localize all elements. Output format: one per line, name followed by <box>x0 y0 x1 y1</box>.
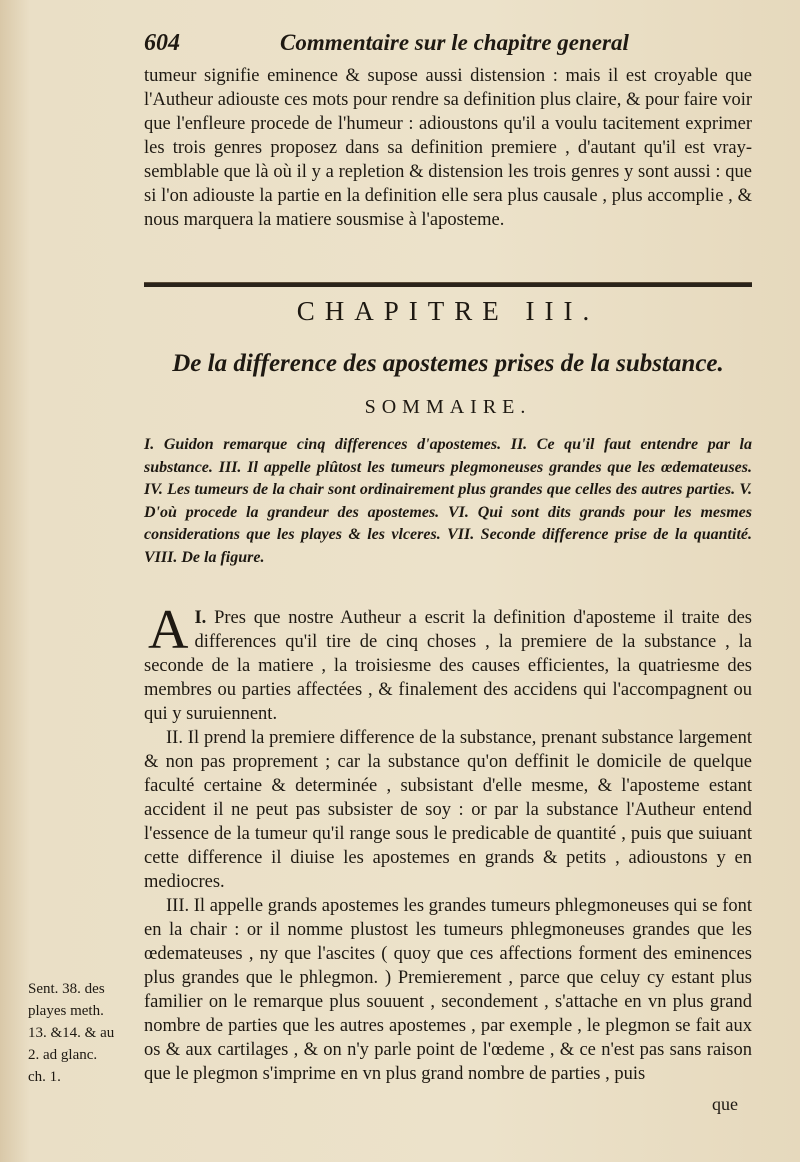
continued-paragraph <box>144 64 752 232</box>
chapter-subtitle: De la difference des apostemes prises de la substance. <box>172 350 724 377</box>
margin-line: Sent. 38. des <box>28 981 105 997</box>
paragraph-2: II. Il prend la premiere difference de la substance, prenant substance largement & non pas proprement ; car la substance qu'on deffinit le domicile de quelque faculté certaine & determinée , subsistant d'elle mesme, & l'aposteme estant accident il ne peut pas subsister de soy : or par la substance l'Autheur entend l'essence de la tumeur qu'il range sous le predicable de quantité , puis que suiuant cette difference il diuise les apostemes en grands & petits , adioustons y en mediocres. <box>144 728 752 892</box>
paragraph-body: Pres que nostre Autheur a escrit la definition d'aposteme il traite des differences qu'il tire de cinq choses , la premiere de la substance , la seconde de la matiere , la troisiesme des causes efficientes, la quatriesme des membres ou parties affectées , & finalement des accidens qui l'accompagnent ou qui y suruiennent. <box>144 608 752 724</box>
running-title: Commentaire sur le chapitre general <box>280 30 629 55</box>
ornamental-rule <box>144 282 752 287</box>
sommaire-label: SOMMAIRE. <box>364 396 532 418</box>
paragraph-1 <box>144 599 752 726</box>
margin-line: 2. ad glanc. <box>28 1047 98 1063</box>
margin-line: playes meth. <box>28 1003 104 1019</box>
margin-note <box>28 978 136 1088</box>
chapter-heading: CHAPITRE III. <box>296 296 600 326</box>
main-text <box>144 599 752 1086</box>
page-number: 604 <box>144 30 180 56</box>
paragraph-3: III. Il appelle grands apostemes les grandes tumeurs phlegmoneuses qui se font en la chair : or il nomme plustost les tumeurs phlegmoneuses grandes que les œdemateuses , ny que l'ascites ( quoy que ces affections forment des eminences plus grandes que le phlegmon. ) Premierement , parce que celuy cy estant plus familier on le remarque plus souuent , secondement , s'attache en vn plus grand nombre de parties que les autres apostemes , par exemple , le plegmon se fait aux os & aux cartilages , & on n'y parle point de l'œdeme , & ce n'est pas sans raison que le plegmon s'imprime en vn plus grand nombre de parties , puis <box>144 896 752 1084</box>
paragraph-number: I. <box>194 608 207 628</box>
margin-line: ch. 1. <box>28 1069 61 1085</box>
chapter-summary <box>144 434 752 570</box>
margin-line: 13. &14. & au <box>28 1025 115 1041</box>
catchword: que <box>712 1094 738 1114</box>
summary-text: I. Guidon remarque cinq differences d'apostemes. II. Ce qu'il faut entendre par la substance. III. Il appelle plûtost les tumeurs plegmoneuses grandes que les œdemateuses. IV. Les tumeurs de la chair sont ordinairement plus grandes que celles des autres parties. V. D'où procede la grandeur des apostemes. VI. Qui sont dits grands pour les mesmes considerations que les playes & les vlceres. VII. Seconde difference prise de la quantité. VIII. De la figure. <box>144 436 752 566</box>
paragraph: tumeur signifie eminence & supose aussi distension : mais il est croyable que l'Autheur adiouste ces mots pour rendre sa definition plus claire, & pour faire voir que l'enfleure procede de l'humeur : adioustons qu'il a voulu tacitement exprimer les trois genres proposez dans sa definition premiere , d'autant qu'il est vray-semblable que là où il y a repletion & distension les trois genres y sont aussi : que si l'on adiouste la partie en la definition elle sera plus causale , plus accomplie , & nous marquera la matiere sousmise à l'aposteme. <box>144 66 752 230</box>
drop-cap: A <box>148 599 189 661</box>
